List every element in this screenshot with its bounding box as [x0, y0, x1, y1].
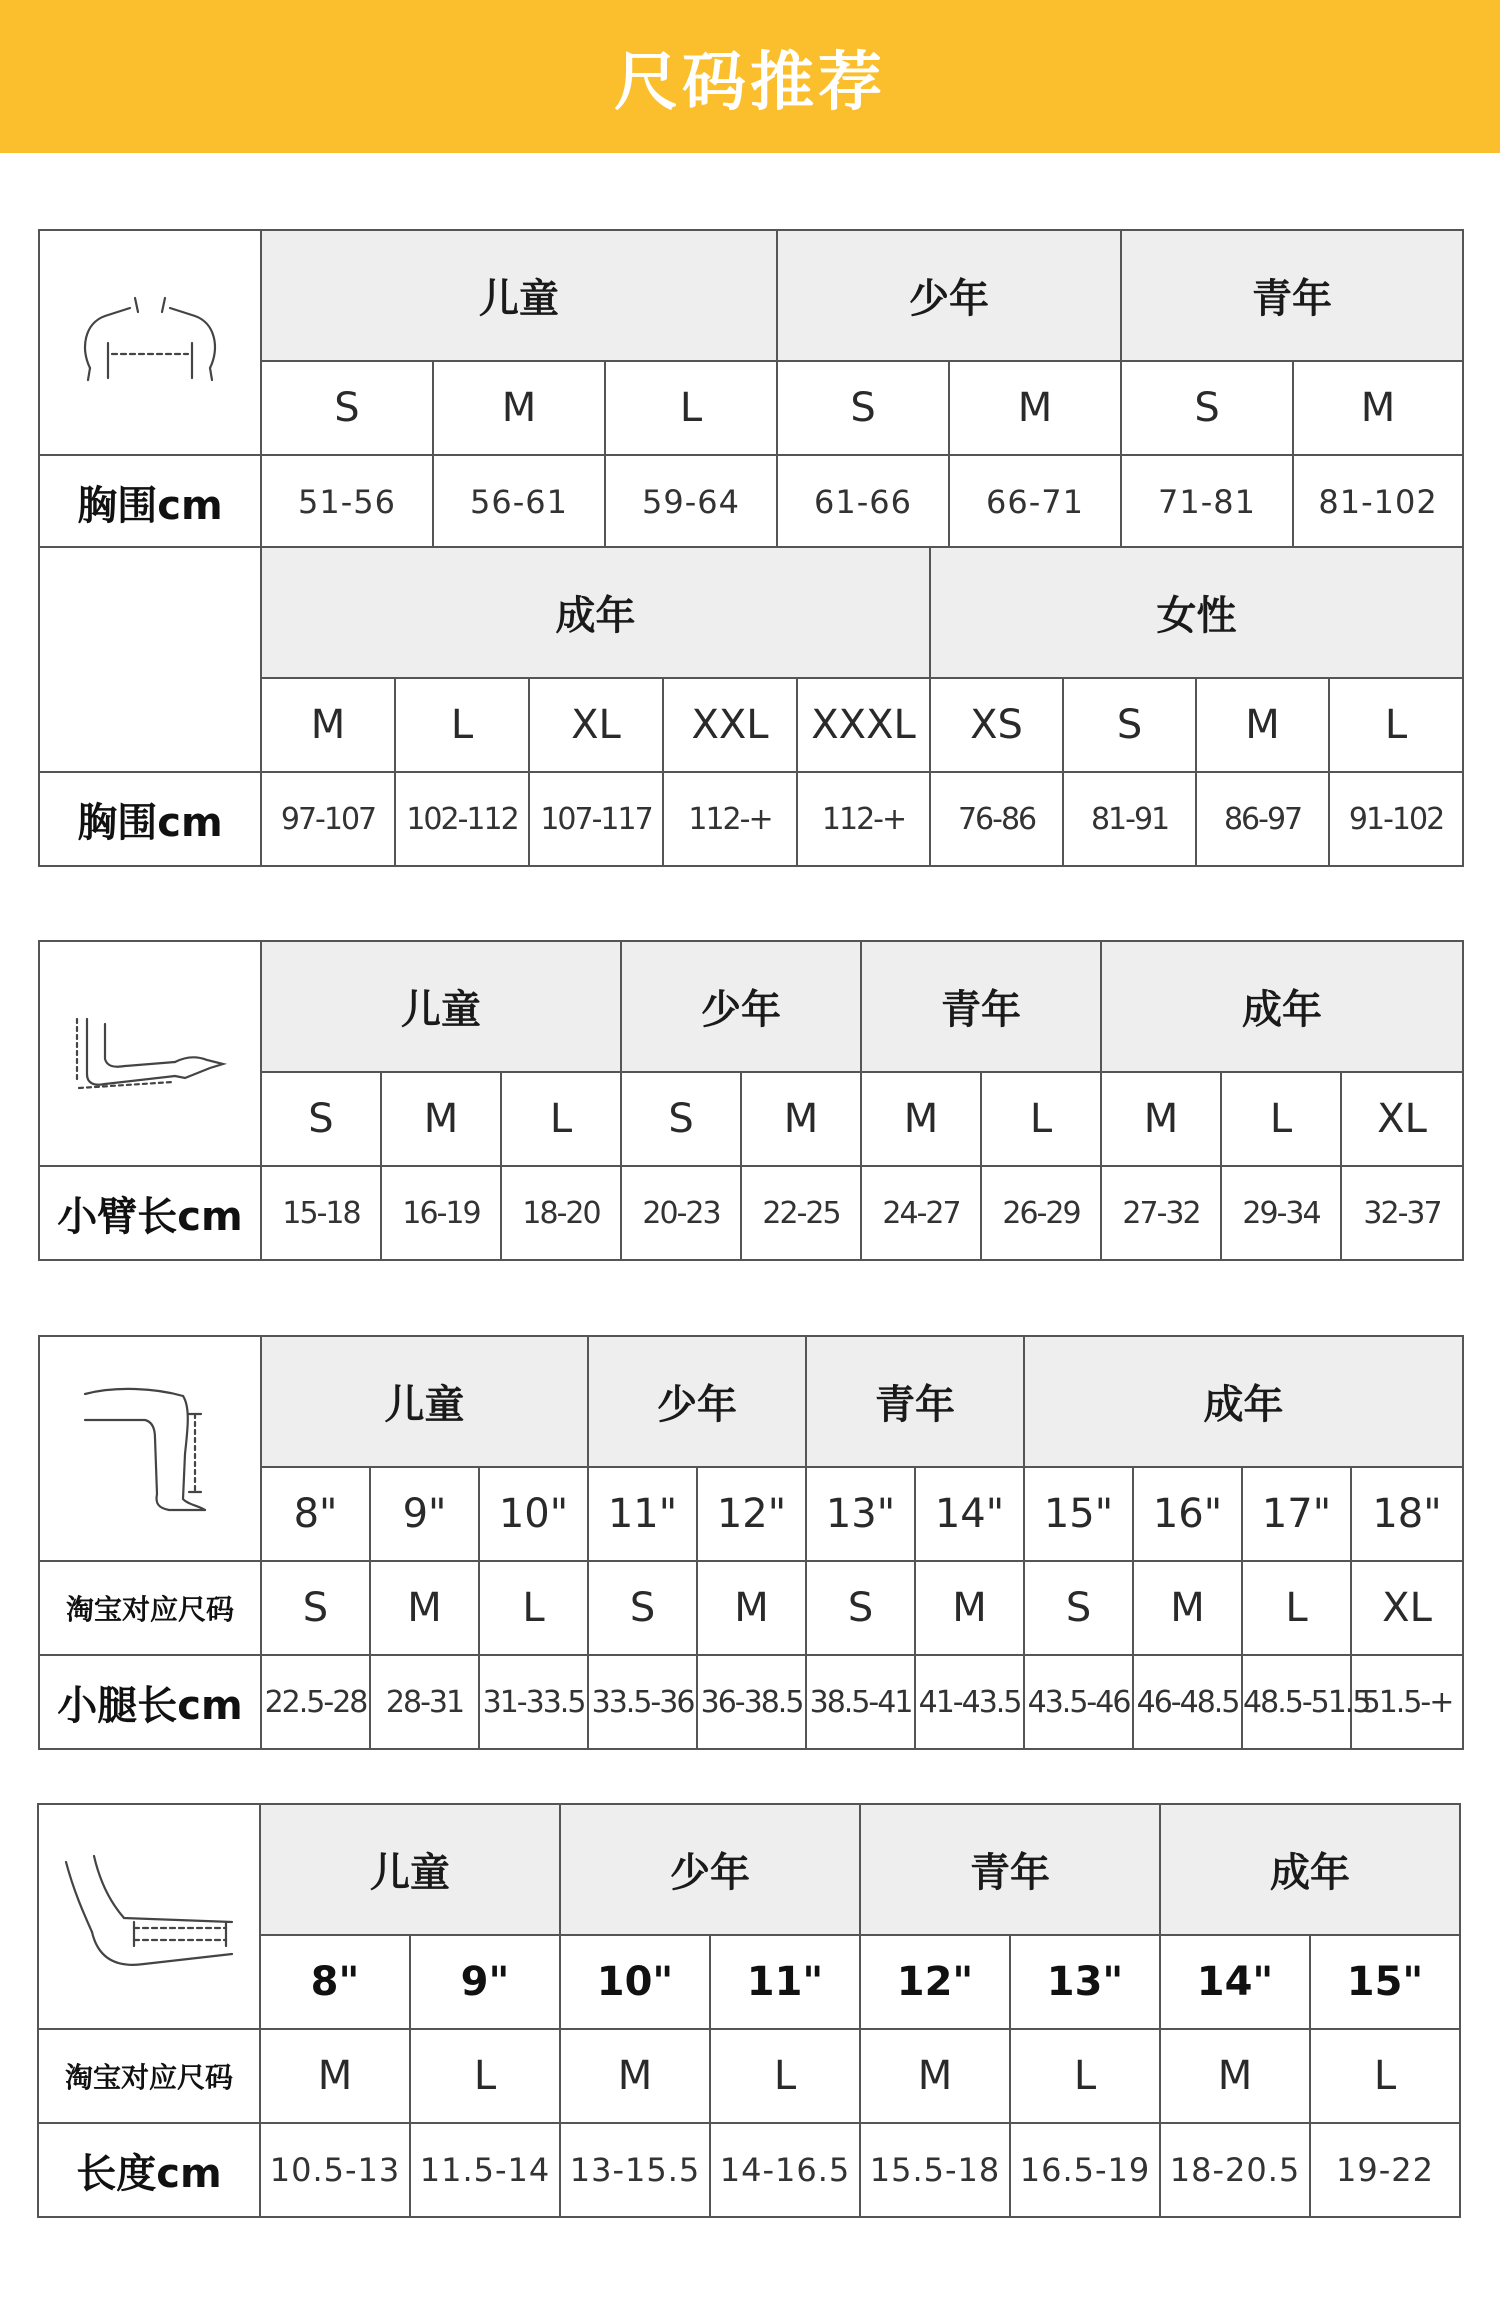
size-cell: M: [261, 678, 395, 772]
size-cell: S: [1121, 361, 1293, 455]
calf-illustration-icon: [75, 1374, 225, 1524]
value-cell: 112-+: [663, 772, 797, 866]
value-cell: 71-81: [1121, 455, 1293, 549]
title-banner: [0, 0, 1500, 153]
size-cell: S: [261, 1072, 381, 1166]
size-cell: S: [621, 1072, 741, 1166]
banner-title: 尺码推荐: [614, 45, 886, 120]
taobao-size-cell: M: [697, 1561, 806, 1655]
size-cell: M: [741, 1072, 861, 1166]
forearm-illustration-icon: [65, 1004, 235, 1104]
taobao-size-cell: L: [410, 2029, 560, 2123]
value-cell: 19-22: [1310, 2123, 1460, 2217]
size-cell: XXXL: [797, 678, 930, 772]
row-label: 长度cm: [38, 2123, 260, 2217]
value-cell: 51.5-+: [1351, 1655, 1463, 1749]
group-header: 儿童: [261, 1336, 588, 1467]
size-cell: L: [981, 1072, 1101, 1166]
chest-figure-cell: [39, 230, 261, 455]
value-cell: 18-20.5: [1160, 2123, 1310, 2217]
size-cell: M: [861, 1072, 981, 1166]
taobao-size-cell: L: [710, 2029, 860, 2123]
size-cell: 11": [588, 1467, 697, 1561]
taobao-size-cell: M: [370, 1561, 479, 1655]
size-cell: 12": [697, 1467, 806, 1561]
size-cell: 11": [710, 1935, 860, 2029]
size-cell: XXL: [663, 678, 797, 772]
size-cell: 9": [370, 1467, 479, 1561]
row-label: 胸围cm: [39, 455, 261, 549]
value-cell: 59-64: [605, 455, 777, 549]
value-cell: 38.5-41: [806, 1655, 915, 1749]
size-cell: 17": [1242, 1467, 1351, 1561]
size-cell: XS: [930, 678, 1063, 772]
value-cell: 41-43.5: [915, 1655, 1024, 1749]
chest-illustration-icon: [60, 288, 240, 398]
size-cell: 12": [860, 1935, 1010, 2029]
taobao-size-cell: L: [1010, 2029, 1160, 2123]
taobao-size-label: 淘宝对应尺码: [38, 2029, 260, 2123]
value-cell: 16.5-19: [1010, 2123, 1160, 2217]
forearm-size-table: [38, 940, 1464, 1261]
size-cell: 8": [261, 1467, 370, 1561]
value-cell: 66-71: [949, 455, 1121, 549]
size-cell: M: [1196, 678, 1329, 772]
size-cell: S: [1063, 678, 1196, 772]
elbow-illustration-icon: [54, 1842, 244, 1992]
row-label: 胸围cm: [39, 772, 261, 866]
size-cell: 18": [1351, 1467, 1463, 1561]
value-cell: 14-16.5: [710, 2123, 860, 2217]
size-cell: 13": [1010, 1935, 1160, 2029]
value-cell: 43.5-46: [1024, 1655, 1133, 1749]
size-cell: 14": [915, 1467, 1024, 1561]
value-cell: 112-+: [797, 772, 930, 866]
group-header: 少年: [560, 1804, 860, 1935]
length-size-table: [37, 1803, 1461, 2218]
taobao-size-cell: S: [588, 1561, 697, 1655]
taobao-size-cell: L: [1310, 2029, 1460, 2123]
size-cell: 16": [1133, 1467, 1242, 1561]
chest-size-table: [38, 229, 1464, 550]
group-header: 少年: [777, 230, 1121, 361]
taobao-size-label: 淘宝对应尺码: [39, 1561, 261, 1655]
group-header: 成年: [261, 547, 930, 678]
size-cell: M: [381, 1072, 501, 1166]
taobao-size-cell: XL: [1351, 1561, 1463, 1655]
value-cell: 22-25: [741, 1166, 861, 1260]
value-cell: 81-102: [1293, 455, 1463, 549]
size-cell: 15": [1024, 1467, 1133, 1561]
size-cell: S: [777, 361, 949, 455]
size-cell: L: [395, 678, 529, 772]
value-cell: 91-102: [1329, 772, 1463, 866]
size-cell: M: [433, 361, 605, 455]
group-header: 成年: [1101, 941, 1463, 1072]
value-cell: 15-18: [261, 1166, 381, 1260]
size-cell: L: [1329, 678, 1463, 772]
taobao-size-cell: M: [560, 2029, 710, 2123]
chest-size-table-part2: [38, 546, 1464, 867]
value-cell: 97-107: [261, 772, 395, 866]
size-cell: 14": [1160, 1935, 1310, 2029]
size-cell: L: [501, 1072, 621, 1166]
taobao-size-cell: M: [1133, 1561, 1242, 1655]
value-cell: 11.5-14: [410, 2123, 560, 2217]
taobao-size-cell: M: [915, 1561, 1024, 1655]
value-cell: 107-117: [529, 772, 663, 866]
size-cell: 13": [806, 1467, 915, 1561]
group-header: 青年: [860, 1804, 1160, 1935]
taobao-size-cell: S: [1024, 1561, 1133, 1655]
value-cell: 18-20: [501, 1166, 621, 1260]
group-header: 少年: [588, 1336, 806, 1467]
size-cell: M: [1101, 1072, 1221, 1166]
value-cell: 61-66: [777, 455, 949, 549]
value-cell: 76-86: [930, 772, 1063, 866]
size-cell: 10": [560, 1935, 710, 2029]
group-header: 少年: [621, 941, 861, 1072]
size-cell: XL: [1341, 1072, 1463, 1166]
size-cell: L: [1221, 1072, 1341, 1166]
value-cell: 13-15.5: [560, 2123, 710, 2217]
value-cell: 16-19: [381, 1166, 501, 1260]
group-header: 儿童: [261, 230, 777, 361]
value-cell: 48.5-51.5: [1242, 1655, 1351, 1749]
group-header: 成年: [1024, 1336, 1463, 1467]
row-label: 小臂长cm: [39, 1166, 261, 1260]
value-cell: 28-31: [370, 1655, 479, 1749]
size-cell: 9": [410, 1935, 560, 2029]
value-cell: 46-48.5: [1133, 1655, 1242, 1749]
size-cell: 8": [260, 1935, 410, 2029]
value-cell: 22.5-28: [261, 1655, 370, 1749]
group-header: 青年: [861, 941, 1101, 1072]
size-cell: M: [949, 361, 1121, 455]
calf-figure-cell: [39, 1336, 261, 1561]
value-cell: 31-33.5: [479, 1655, 588, 1749]
group-header: 女性: [930, 547, 1463, 678]
taobao-size-cell: L: [1242, 1561, 1351, 1655]
value-cell: 10.5-13: [260, 2123, 410, 2217]
calf-size-table: [38, 1335, 1464, 1750]
taobao-size-cell: L: [479, 1561, 588, 1655]
group-header: 成年: [1160, 1804, 1460, 1935]
value-cell: 56-61: [433, 455, 605, 549]
size-cell: XL: [529, 678, 663, 772]
size-cell: 10": [479, 1467, 588, 1561]
forearm-figure-cell: [39, 941, 261, 1166]
taobao-size-cell: M: [1160, 2029, 1310, 2123]
group-header: 儿童: [261, 941, 621, 1072]
empty-figure-cell: [39, 547, 261, 772]
taobao-size-cell: M: [860, 2029, 1010, 2123]
value-cell: 20-23: [621, 1166, 741, 1260]
value-cell: 51-56: [261, 455, 433, 549]
value-cell: 102-112: [395, 772, 529, 866]
value-cell: 86-97: [1196, 772, 1329, 866]
value-cell: 33.5-36: [588, 1655, 697, 1749]
group-header: 青年: [806, 1336, 1024, 1467]
elbow-figure-cell: [38, 1804, 260, 2029]
value-cell: 26-29: [981, 1166, 1101, 1260]
taobao-size-cell: S: [806, 1561, 915, 1655]
value-cell: 27-32: [1101, 1166, 1221, 1260]
row-label: 小腿长cm: [39, 1655, 261, 1749]
size-cell: L: [605, 361, 777, 455]
group-header: 儿童: [260, 1804, 560, 1935]
value-cell: 81-91: [1063, 772, 1196, 866]
value-cell: 32-37: [1341, 1166, 1463, 1260]
size-cell: 15": [1310, 1935, 1460, 2029]
value-cell: 29-34: [1221, 1166, 1341, 1260]
value-cell: 15.5-18: [860, 2123, 1010, 2217]
taobao-size-cell: S: [261, 1561, 370, 1655]
taobao-size-cell: M: [260, 2029, 410, 2123]
value-cell: 36-38.5: [697, 1655, 806, 1749]
size-cell: M: [1293, 361, 1463, 455]
value-cell: 24-27: [861, 1166, 981, 1260]
group-header: 青年: [1121, 230, 1463, 361]
size-cell: S: [261, 361, 433, 455]
